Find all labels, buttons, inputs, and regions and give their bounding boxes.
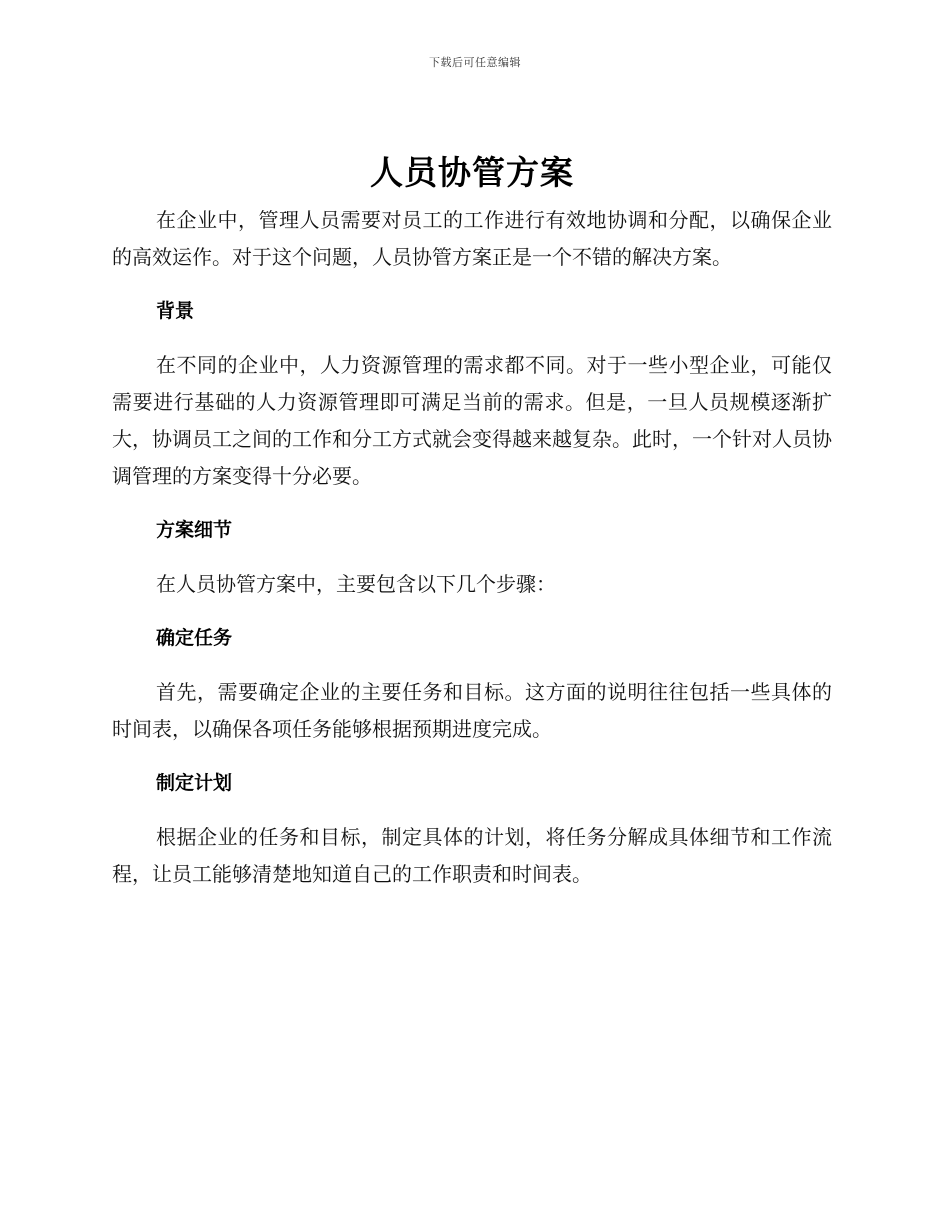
section-heading-define-tasks: 确定任务 bbox=[156, 627, 233, 649]
section-heading-details: 方案细节 bbox=[156, 519, 233, 541]
header-note: 下载后可任意编辑 bbox=[429, 56, 521, 69]
section-heading-background: 背景 bbox=[156, 300, 195, 322]
document-body bbox=[112, 150, 832, 910]
section-paragraph-define-tasks: 首先，需要确定企业的主要任务和目标。这方面的说明往往包括一些具体的时间表，以确保各项任务能够根据预期进度完成。 bbox=[112, 680, 832, 741]
section-heading-make-plan: 制定计划 bbox=[156, 772, 233, 794]
document-title: 人员协管方案 bbox=[370, 153, 574, 192]
section-paragraph-background: 在不同的企业中，人力资源管理的需求都不同。对于一些小型企业，可能仅需要进行基础的人力资源管理即可满足当前的需求。但是，一旦人员规模逐渐扩大，协调员工之间的工作和分工方式就会变得越来越复杂。此时，一个针对人员协调管理的方案变得十分必要。 bbox=[112, 353, 832, 488]
section-paragraph-make-plan: 根据企业的任务和目标，制定具体的计划，将任务分解成具体细节和工作流程，让员工能够清楚地知道自己的工作职责和时间表。 bbox=[112, 825, 832, 886]
intro-paragraph: 在企业中，管理人员需要对员工的工作进行有效地协调和分配，以确保企业的高效运作。对于这个问题，人员协管方案正是一个不错的解决方案。 bbox=[112, 208, 832, 269]
section-paragraph-details: 在人员协管方案中，主要包含以下几个步骤： bbox=[156, 572, 556, 596]
